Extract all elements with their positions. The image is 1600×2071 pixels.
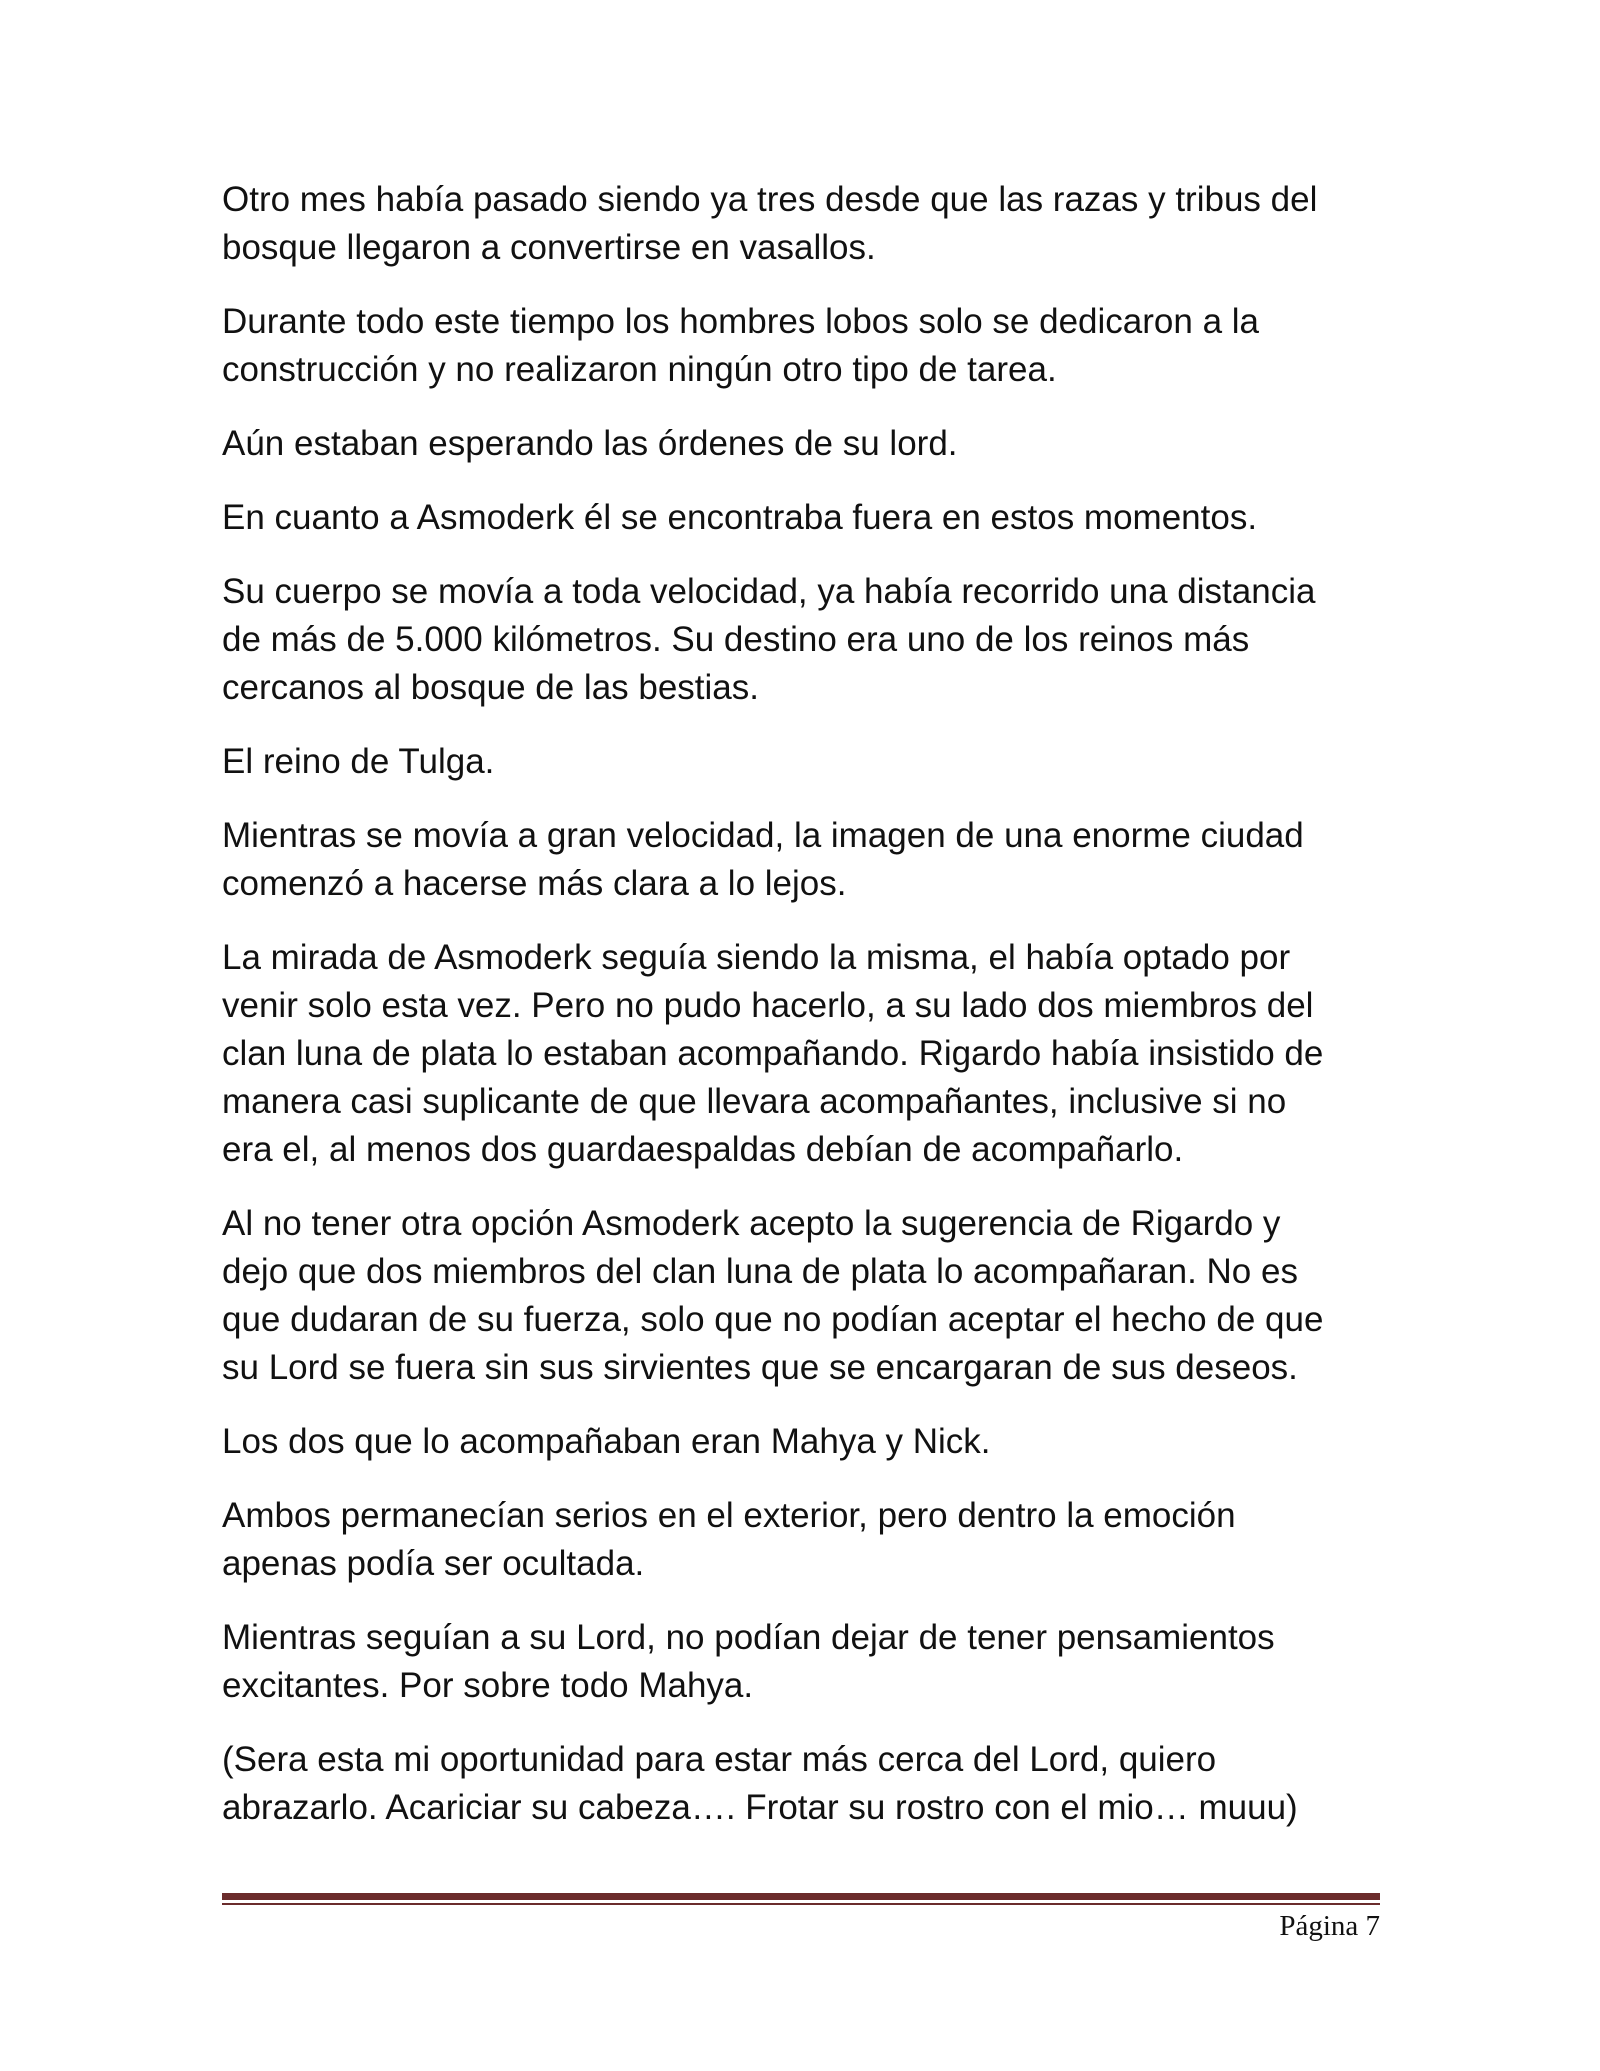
paragraph (222, 1736, 1392, 1832)
paragraph (222, 494, 1392, 542)
text-line: La mirada de Asmoderk seguía siendo la misma, el había optado por (222, 938, 1291, 977)
footer-divider (222, 1893, 1380, 1905)
text-line: En cuanto a Asmoderk él se encontraba fuera en estos momentos. (222, 498, 1258, 537)
paragraph (222, 176, 1392, 272)
paragraph (222, 934, 1392, 1174)
text-line: Al no tener otra opción Asmoderk acepto la sugerencia de Rigardo y (222, 1204, 1281, 1243)
text-line: (Sera esta mi oportunidad para estar más cerca del Lord, quiero (222, 1740, 1217, 1779)
text-line: Su cuerpo se movía a toda velocidad, ya había recorrido una distancia (222, 572, 1316, 611)
paragraph (222, 1418, 1392, 1466)
text-line: venir solo esta vez. Pero no pudo hacerlo, a su lado dos miembros del (222, 986, 1314, 1025)
footer-divider-thin (222, 1903, 1380, 1905)
text-line: Otro mes había pasado siendo ya tres desde que las razas y tribus del (222, 180, 1318, 219)
text-line: manera casi suplicante de que llevara acompañantes, inclusive si no (222, 1082, 1287, 1121)
page-number: Página 7 (1279, 1910, 1380, 1942)
text-line: apenas podía ser ocultada. (222, 1544, 645, 1583)
paragraph (222, 1492, 1392, 1588)
text-line: Durante todo este tiempo los hombres lobos solo se dedicaron a la (222, 302, 1259, 341)
text-line: Los dos que lo acompañaban eran Mahya y Nick. (222, 1422, 991, 1461)
text-line: bosque llegaron a convertirse en vasallos. (222, 228, 876, 267)
text-line: clan luna de plata lo estaban acompañando. Rigardo había insistido de (222, 1034, 1324, 1073)
paragraph (222, 1614, 1392, 1710)
text-line: Mientras se movía a gran velocidad, la imagen de una enorme ciudad (222, 816, 1304, 855)
text-line: construcción y no realizaron ningún otro tipo de tarea. (222, 350, 1057, 389)
paragraph (222, 1200, 1392, 1392)
text-line: Aún estaban esperando las órdenes de su lord. (222, 424, 958, 463)
text-line: El reino de Tulga. (222, 742, 495, 781)
paragraph (222, 298, 1392, 394)
text-line: su Lord se fuera sin sus sirvientes que se encargaran de sus deseos. (222, 1348, 1298, 1387)
paragraph (222, 420, 1392, 468)
body-text (222, 176, 1392, 1858)
paragraph (222, 568, 1392, 712)
footer-divider-thick (222, 1893, 1380, 1900)
text-line: Mientras seguían a su Lord, no podían dejar de tener pensamientos (222, 1618, 1275, 1657)
text-line: comenzó a hacerse más clara a lo lejos. (222, 864, 847, 903)
text-line: era el, al menos dos guardaespaldas debían de acompañarlo. (222, 1130, 1184, 1169)
text-line: cercanos al bosque de las bestias. (222, 668, 759, 707)
paragraph (222, 812, 1392, 908)
text-line: dejo que dos miembros del clan luna de plata lo acompañaran. No es (222, 1252, 1298, 1291)
text-line: Ambos permanecían serios en el exterior, pero dentro la emoción (222, 1496, 1236, 1535)
text-line: excitantes. Por sobre todo Mahya. (222, 1666, 754, 1705)
paragraph (222, 738, 1392, 786)
text-line: de más de 5.000 kilómetros. Su destino era uno de los reinos más (222, 620, 1250, 659)
text-line: que dudaran de su fuerza, solo que no podían aceptar el hecho de que (222, 1300, 1324, 1339)
text-line: abrazarlo. Acariciar su cabeza…. Frotar su rostro con el mio… muuu) (222, 1788, 1298, 1827)
